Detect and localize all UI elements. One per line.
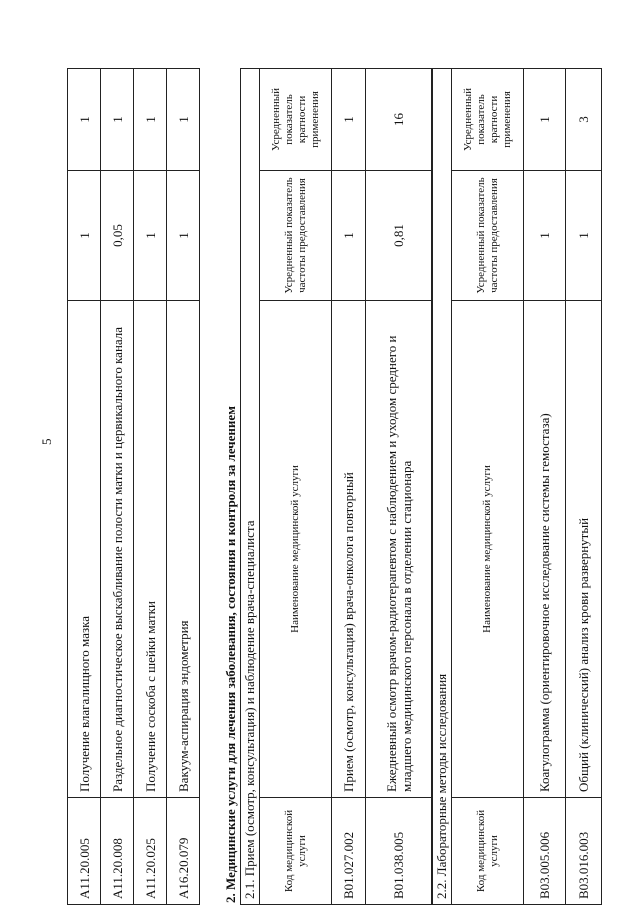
header-row [260, 68, 332, 904]
frequency-value: 1 [134, 171, 167, 301]
service-name: Получение влагалищного мазка [68, 301, 101, 798]
service-name: Раздельное диагностическое выскабливание полости матки и цервикального канала [101, 301, 134, 798]
service-code: B01.027.002 [332, 798, 366, 905]
service-code: B03.005.006 [524, 798, 566, 905]
multiplicity-value: 1 [167, 69, 200, 171]
service-name: Получение соскоба с шейки матки [134, 301, 167, 798]
laboratory-table [432, 68, 602, 905]
service-code: A11.20.008 [101, 798, 134, 905]
multiplicity-value: 1 [524, 68, 566, 170]
subsection-title-row [241, 68, 260, 904]
table-row [167, 69, 200, 905]
subsection-title-row [433, 68, 452, 904]
table-row [332, 68, 366, 904]
services-table-continued [67, 68, 200, 905]
service-name: Коагулограмма (ориентировочное исследование системы гемостаза) [524, 301, 566, 798]
column-header-code: Код медицинской услуги [452, 798, 524, 905]
frequency-value: 1 [68, 171, 101, 301]
column-header-multiplicity: Усредненный показатель кратности применения [452, 68, 524, 170]
header-row [452, 68, 524, 904]
column-header-frequency: Усредненный показатель частоты предоставления [260, 171, 332, 301]
service-name: Общий (клинический) анализ крови развернутый [566, 301, 602, 798]
frequency-value: 1 [167, 171, 200, 301]
frequency-value: 0,05 [101, 171, 134, 301]
section-heading: 2. Медицинские услуги для лечения заболевания, состояния и контроля за лечением [223, 405, 238, 903]
column-header-code: Код медицинской услуги [260, 798, 332, 905]
table-row [566, 68, 602, 904]
frequency-value: 0,81 [366, 171, 432, 301]
column-header-name: Наименование медицинской услуги [260, 301, 332, 798]
subsection-title: 2.2. Лабораторные методы исследования [433, 68, 452, 904]
frequency-value: 1 [332, 171, 366, 301]
table-row [134, 69, 167, 905]
multiplicity-value: 1 [101, 69, 134, 171]
table-row [524, 68, 566, 904]
multiplicity-value: 1 [332, 68, 366, 170]
subsection-title: 2.1. Прием (осмотр, консультация) и наблюдение врача-специалиста [241, 68, 260, 904]
multiplicity-value: 1 [68, 69, 101, 171]
service-code: A16.20.079 [167, 798, 200, 905]
service-code: A11.20.025 [134, 798, 167, 905]
table-row [366, 68, 432, 904]
multiplicity-value: 16 [366, 68, 432, 170]
page-number: 5 [39, 438, 54, 445]
service-name: Ежедневный осмотр врачом-радиотерапевтом с наблюдением и уходом среднего и младшего медицинского персонала в отделении стационара [366, 301, 432, 798]
consultation-table [240, 68, 432, 905]
column-header-frequency: Усредненный показатель частоты предоставления [452, 171, 524, 301]
service-name: Прием (осмотр, консультация) врача-онколога повторный [332, 301, 366, 798]
frequency-value: 1 [524, 171, 566, 301]
column-header-name: Наименование медицинской услуги [452, 301, 524, 798]
table-row [68, 69, 101, 905]
service-code: A11.20.005 [68, 798, 101, 905]
table-row [101, 69, 134, 905]
service-name: Вакуум-аспирация эндометрия [167, 301, 200, 798]
multiplicity-value: 1 [134, 69, 167, 171]
service-code: B03.016.003 [566, 798, 602, 905]
multiplicity-value: 3 [566, 68, 602, 170]
service-code: B01.038.005 [366, 798, 432, 905]
frequency-value: 1 [566, 171, 602, 301]
column-header-multiplicity: Усредненный показатель кратности применения [260, 68, 332, 170]
